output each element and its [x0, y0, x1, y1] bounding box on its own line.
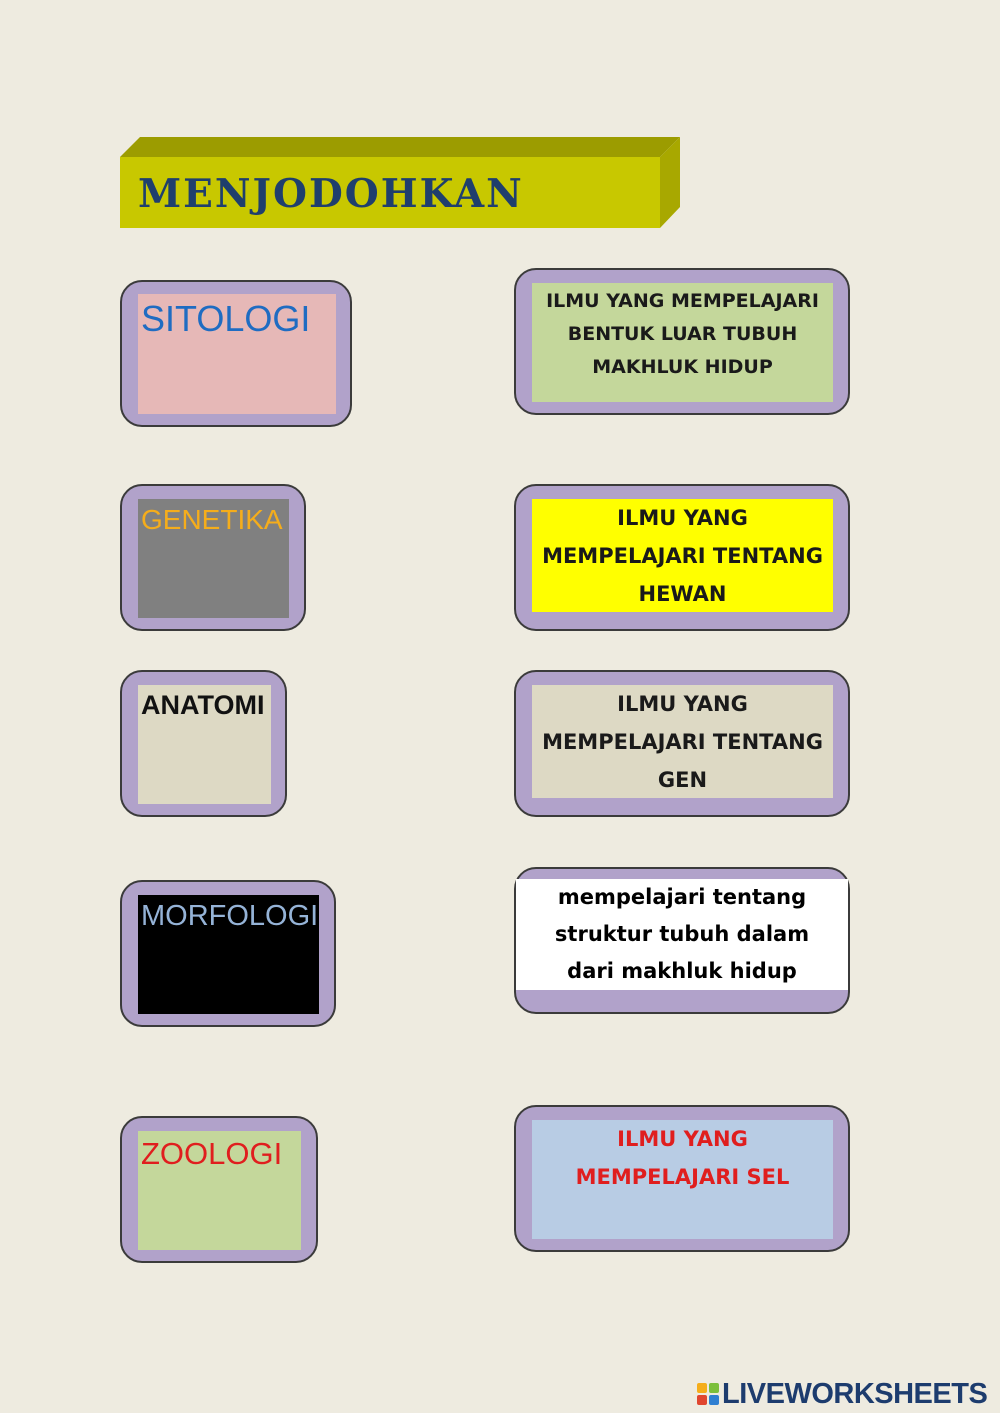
- definition-card-5[interactable]: [514, 1105, 850, 1252]
- term-box: [138, 1131, 301, 1250]
- page-title: MENJODOHKAN: [138, 171, 524, 217]
- brand-name: LIVEWORKSHEETS: [722, 1377, 988, 1410]
- logo-mark-icon: [697, 1383, 719, 1405]
- term-label: GENETIKA: [141, 504, 283, 535]
- term-box: [138, 685, 271, 804]
- term-card-anatomi[interactable]: [120, 670, 287, 817]
- definition-card-4[interactable]: [514, 867, 850, 1014]
- definition-box: [532, 1120, 833, 1239]
- term-box: [138, 294, 336, 414]
- term-label: SITOLOGI: [141, 298, 311, 339]
- definition-box: [532, 283, 833, 402]
- definition-card-1[interactable]: [514, 268, 850, 415]
- term-card-sitologi[interactable]: [120, 280, 352, 427]
- term-label: ZOOLOGI: [141, 1136, 283, 1171]
- definition-box: [532, 499, 833, 612]
- title-banner: [120, 137, 680, 229]
- definition-text: ILMU YANG MEMPELAJARI TENTANG GEN: [542, 692, 823, 792]
- definition-card-2[interactable]: [514, 484, 850, 631]
- definition-card-3[interactable]: [514, 670, 850, 817]
- term-box: [138, 499, 289, 618]
- definition-text: ILMU YANG MEMPELAJARI TENTANG HEWAN: [542, 506, 823, 606]
- definition-box: [532, 685, 833, 798]
- term-label: ANATOMI: [141, 690, 265, 720]
- definition-text: mempelajari tentang struktur tubuh dalam dari makhluk hidup: [516, 879, 848, 990]
- term-card-genetika[interactable]: [120, 484, 306, 631]
- term-label: MORFOLOGI: [141, 900, 319, 932]
- term-card-morfologi[interactable]: [120, 880, 336, 1027]
- term-card-zoologi[interactable]: [120, 1116, 318, 1263]
- definition-text: ILMU YANG MEMPELAJARI BENTUK LUAR TUBUH MAKHLUK HIDUP: [546, 290, 819, 378]
- liveworksheets-logo[interactable]: [697, 1377, 987, 1411]
- term-box: [138, 895, 319, 1014]
- definition-text: ILMU YANG MEMPELAJARI SEL: [575, 1127, 790, 1189]
